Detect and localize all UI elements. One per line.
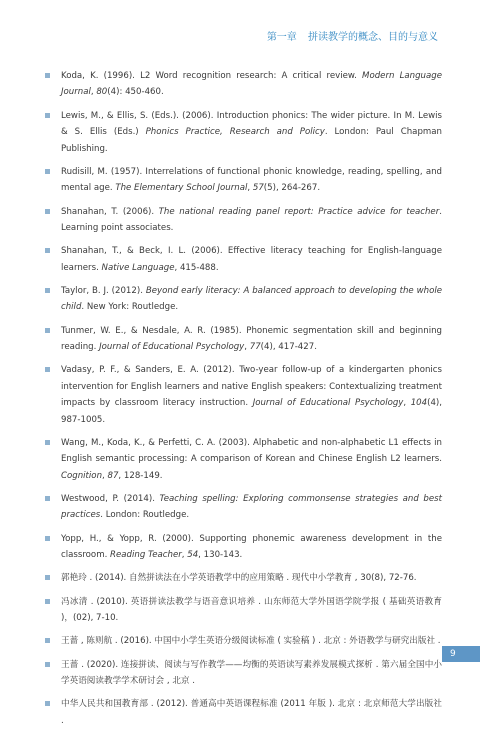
chapter-label: 第一章 [266,32,297,43]
reference-text: , [403,398,411,409]
reference-item [44,362,442,428]
reference-text: 王蔷 . (2020). 连接拼读、阅读与写作教学——均衡的英语读写素养发展模式探析 . 第六届全国中小学英语阅读教学学术研讨会 , 北京 . [61,659,442,687]
reference-italic-text: 54 [187,550,199,561]
square-bullet-icon [45,288,50,293]
reference-text: , [244,342,250,353]
reference-text: (4), 417-427. [260,342,317,353]
reference-text: (5), 264-267. [263,183,321,194]
reference-italic-text: 57 [252,183,264,194]
reference-text: , [102,470,108,481]
square-bullet-icon [45,169,50,174]
reference-text: Yopp, H., & Yopp, R. (2000). Supporting phonemic awareness development in the classroom. [61,533,442,561]
reference-italic-text: 104 [410,398,428,409]
reference-text: (4), 987-1005. [61,398,443,425]
reference-italic-text: The national reading panel report: Practice advice for teacher [158,206,440,217]
reference-text: . Learning point associates. [61,206,442,233]
square-bullet-icon [45,367,50,372]
reference-text: Taylor, B. J. (2012). [61,285,146,296]
square-bullet-icon [45,209,50,214]
reference-text: Tunmer, W. E., & Nesdale, A. R. (1985). Phonemic segmentation skill and beginning reading. [61,325,442,353]
reference-text: 冯冰清 . (2010). 英语拼读法教学与语音意识培养 . 山东师范大学外国语学院学报 ( 基础英语教育 )，(02), 7-10. [61,596,442,624]
reference-item [44,164,442,197]
reference-italic-text: 87 [107,470,119,481]
running-header [267,28,438,43]
square-bullet-icon [45,701,50,706]
reference-item [44,323,442,356]
reference-italic-text: Native Language [101,262,175,273]
square-bullet-icon [45,662,50,667]
reference-italic-text: Phonics Practice, Research and Policy [145,127,325,138]
reference-italic-text: Cognition [61,470,103,481]
reference-italic-text: 80 [96,87,108,98]
square-bullet-icon [45,73,50,78]
reference-italic-text: Journal of Educational Psychology [252,398,404,409]
reference-list [44,68,442,736]
square-bullet-icon [45,599,50,604]
reference-italic-text: Journal of Educational Psychology [99,342,245,353]
reference-text: . London: Paul Chapman Publishing. [61,127,442,154]
reference-italic-text: Teaching spelling: Exploring commonsense strategies and best practices [61,493,442,521]
reference-item [44,283,442,316]
reference-text: , 130-143. [198,550,243,561]
square-bullet-icon [45,113,50,118]
reference-italic-text: Beyond early literacy: A balanced approach to developing the whole child [61,285,443,313]
reference-text: 中华人民共和国教育部 . (2012). 普通高中英语课程标准 (2011 年版 ). 北京 : 北京师范大学出版社 . [61,699,442,726]
reference-text: Rudisill, M. (1957). Interrelations of functional phonic knowledge, reading, spelling, and mental age. [61,166,442,194]
square-bullet-icon [45,536,50,541]
reference-text: Vadasy, P. F., & Sanders, E. A. (2012). Two-year follow-up of a kindergarten phonics intervention for English learners and native English speakers: Contextualizing treatment impacts by classroom literacy instruction. [61,365,442,409]
reference-item [44,696,442,729]
reference-text: . New York: Routledge. [81,302,179,313]
square-bullet-icon [45,496,50,501]
page-number: 9 [442,646,480,662]
reference-item [44,633,442,649]
reference-text: Shanahan, T. (2006). [61,206,159,217]
reference-text: (4): 450-460. [107,87,164,98]
reference-text: , [247,183,253,194]
reference-item [44,594,442,627]
reference-text: , 415-488. [174,262,219,273]
reference-text: , [90,87,97,98]
reference-item [44,204,442,237]
square-bullet-icon [45,328,50,333]
reference-text: Koda, K. (1996). L2 Word recognition research: A critical review. [61,71,363,81]
reference-item [44,570,442,586]
reference-italic-text: Modern Language Journal [61,71,442,98]
reference-text: Wang, M., Koda, K., & Perfetti, C. A. (2003). Alphabetic and non-alphabetic L1 effects in English semantic processing: A comparison of Korean and Chinese English L2 learners. [61,437,442,465]
reference-item [44,435,442,484]
reference-text: , [181,550,188,561]
reference-text: . London: Routledge. [100,510,190,521]
reference-text: Shanahan, T., & Beck, I. L. (2006). Effective literacy teaching for English-language learners. [61,246,442,273]
square-bullet-icon [45,440,50,445]
square-bullet-icon [45,638,50,643]
reference-item [44,491,442,524]
square-bullet-icon [45,248,50,253]
reference-italic-text: Reading Teacher [110,550,182,561]
reference-text: 王蔷 , 陈则航 . (2016). 中国中小学生英语分级阅读标准 ( 实验稿 ) . 北京 : 外语教学与研究出版社 . [61,636,441,647]
square-bullet-icon [45,575,50,580]
reference-item [44,531,442,564]
reference-item [44,108,442,157]
reference-italic-text: 77 [249,342,261,353]
reference-text: Westwood, P. (2014). [61,493,160,504]
reference-item [44,243,442,276]
reference-text: Lewis, M., & Ellis, S. (Eds.). (2006). Introduction phonics: The wider picture. In M. Lewis & S. Ellis (Eds.) [61,110,442,138]
reference-item [44,657,442,690]
reference-italic-text: The Elementary School Journal [115,183,248,194]
reference-item [44,68,442,101]
reference-text: , 128-149. [118,470,163,481]
reference-text: 郭艳玲 . (2014). 自然拼读法在小学英语教学中的应用策略 . 现代中小学教育 , 30(8), 72-76. [61,573,417,584]
chapter-title: 拼读教学的概念、目的与意义 [308,32,438,43]
